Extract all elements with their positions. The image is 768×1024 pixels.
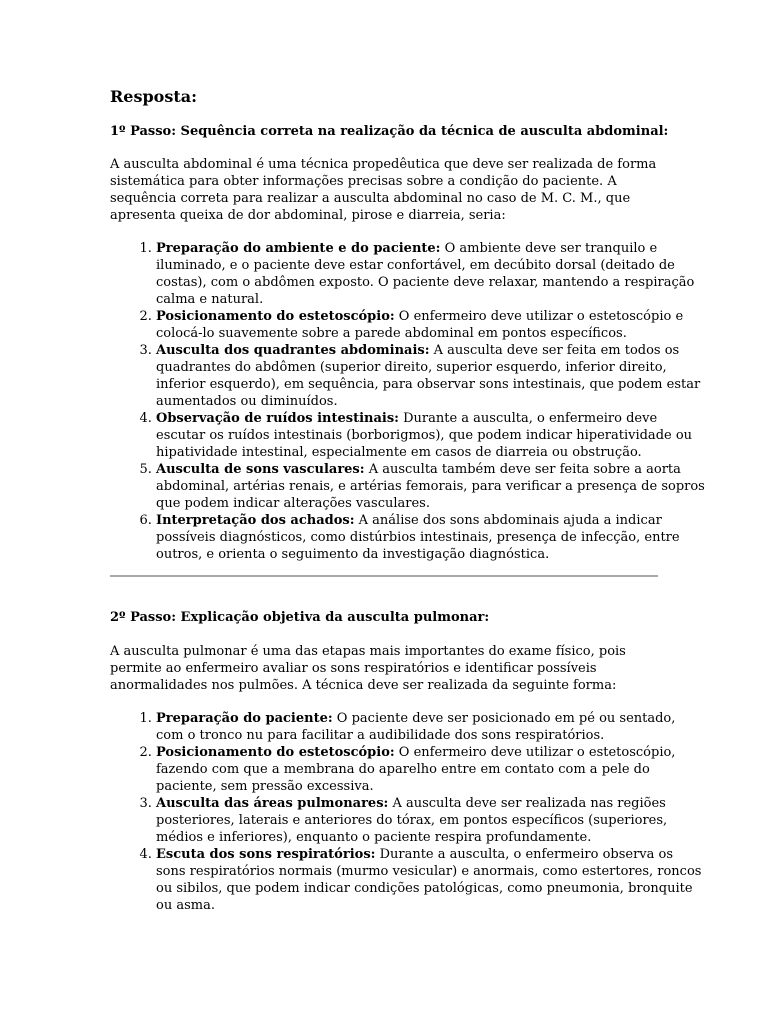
list-item (156, 308, 706, 342)
list-item (156, 410, 706, 461)
step-1-title: 1º Passo: Sequência correta na realização da técnica de ausculta abdominal: (110, 124, 669, 139)
horizontal-divider (110, 575, 658, 577)
list-item-text: O enfermeiro deve utilizar o estetoscópio e colocá-lo suavemente sobre a parede abdominal em pontos específicos. (156, 309, 684, 341)
list-item-text: O enfermeiro deve utilizar o estetoscópio, fazendo com que a membrana do aparelho entre em contato com a pele do paciente, sem pressão excessiva. (156, 745, 676, 794)
step-2-list (110, 710, 706, 914)
list-item-text: A ausculta deve ser feita em todos os quadrantes do abdômen (superior direito, superior esquerdo, inferior direito, inferior esquerdo), em sequência, para observar sons intestinais, que podem estar aumentados ou diminuídos. (156, 343, 701, 409)
list-item (156, 342, 706, 410)
list-item-text: Durante a ausculta, o enfermeiro observa os sons respiratórios normais (murmo vesicular) e anormais, como estertores, roncos ou sibilos, que podem indicar condições patológicas, como pneumonia, bronquite ou asma. (156, 847, 702, 913)
step-1-list (110, 240, 706, 563)
step-2-intro: A ausculta pulmonar é uma das etapas mais importantes do exame físico, pois permite ao enfermeiro avaliar os sons respiratórios e identificar possíveis anormalidades nos pulmões. A técnica deve ser realizada da seguinte forma: (110, 644, 626, 693)
list-item-text: A ausculta deve ser realizada nas regiões posteriores, laterais e anteriores do tórax, em pontos específicos (superiores, médios e inferiores), enquanto o paciente respira profundamente. (156, 796, 668, 845)
list-item (156, 795, 706, 846)
list-item (156, 710, 706, 744)
list-item-term: Posicionamento do estetoscópio: (156, 745, 395, 760)
list-item-term: Escuta dos sons respiratórios: (156, 847, 376, 862)
list-item-text: A análise dos sons abdominais ajuda a indicar possíveis diagnósticos, como distúrbios intestinais, presença de infecção, entre outros, e orienta o seguimento da investigação diagnóstica. (156, 513, 680, 562)
list-item-term: Ausculta dos quadrantes abdominais: (156, 343, 430, 358)
list-item-term: Ausculta das áreas pulmonares: (156, 796, 389, 811)
list-item-text: A ausculta também deve ser feita sobre a aorta abdominal, artérias renais, e artérias femorais, para verificar a presença de sopros que podem indicar alterações vasculares. (156, 462, 705, 511)
list-item (156, 240, 706, 308)
list-item (156, 512, 706, 563)
step-1-intro: A ausculta abdominal é uma técnica propedêutica que deve ser realizada de forma sistemática para obter informações precisas sobre a condição do paciente. A sequência correta para realizar a ausculta abdominal no caso de M. C. M., que apresenta queixa de dor abdominal, pirose e diarreia, seria: (110, 157, 657, 223)
step-2-title: 2º Passo: Explicação objetiva da ausculta pulmonar: (110, 610, 490, 625)
answer-heading: Resposta: (110, 87, 198, 106)
list-item (156, 461, 706, 512)
list-item-term: Ausculta de sons vasculares: (156, 462, 365, 477)
list-item (156, 846, 706, 914)
list-item-term: Preparação do paciente: (156, 711, 333, 726)
list-item-term: Interpretação dos achados: (156, 513, 355, 528)
list-item-text: O paciente deve ser posicionado em pé ou sentado, com o tronco nu para facilitar a audibilidade dos sons respiratórios. (156, 711, 676, 743)
list-item-term: Observação de ruídos intestinais: (156, 411, 399, 426)
list-item-term: Posicionamento do estetoscópio: (156, 309, 395, 324)
list-item-term: Preparação do ambiente e do paciente: (156, 241, 441, 256)
list-item-text: Durante a ausculta, o enfermeiro deve escutar os ruídos intestinais (borborigmos), que podem indicar hiperatividade ou hipatividade intestinal, especialmente em casos de diarreia ou obstrução. (156, 411, 693, 460)
list-item (156, 744, 706, 795)
list-item-text: O ambiente deve ser tranquilo e iluminado, e o paciente deve estar confortável, em decúbito dorsal (deitado de costas), com o abdômen exposto. O paciente deve relaxar, mantendo a respiração calma e natural. (156, 241, 695, 307)
